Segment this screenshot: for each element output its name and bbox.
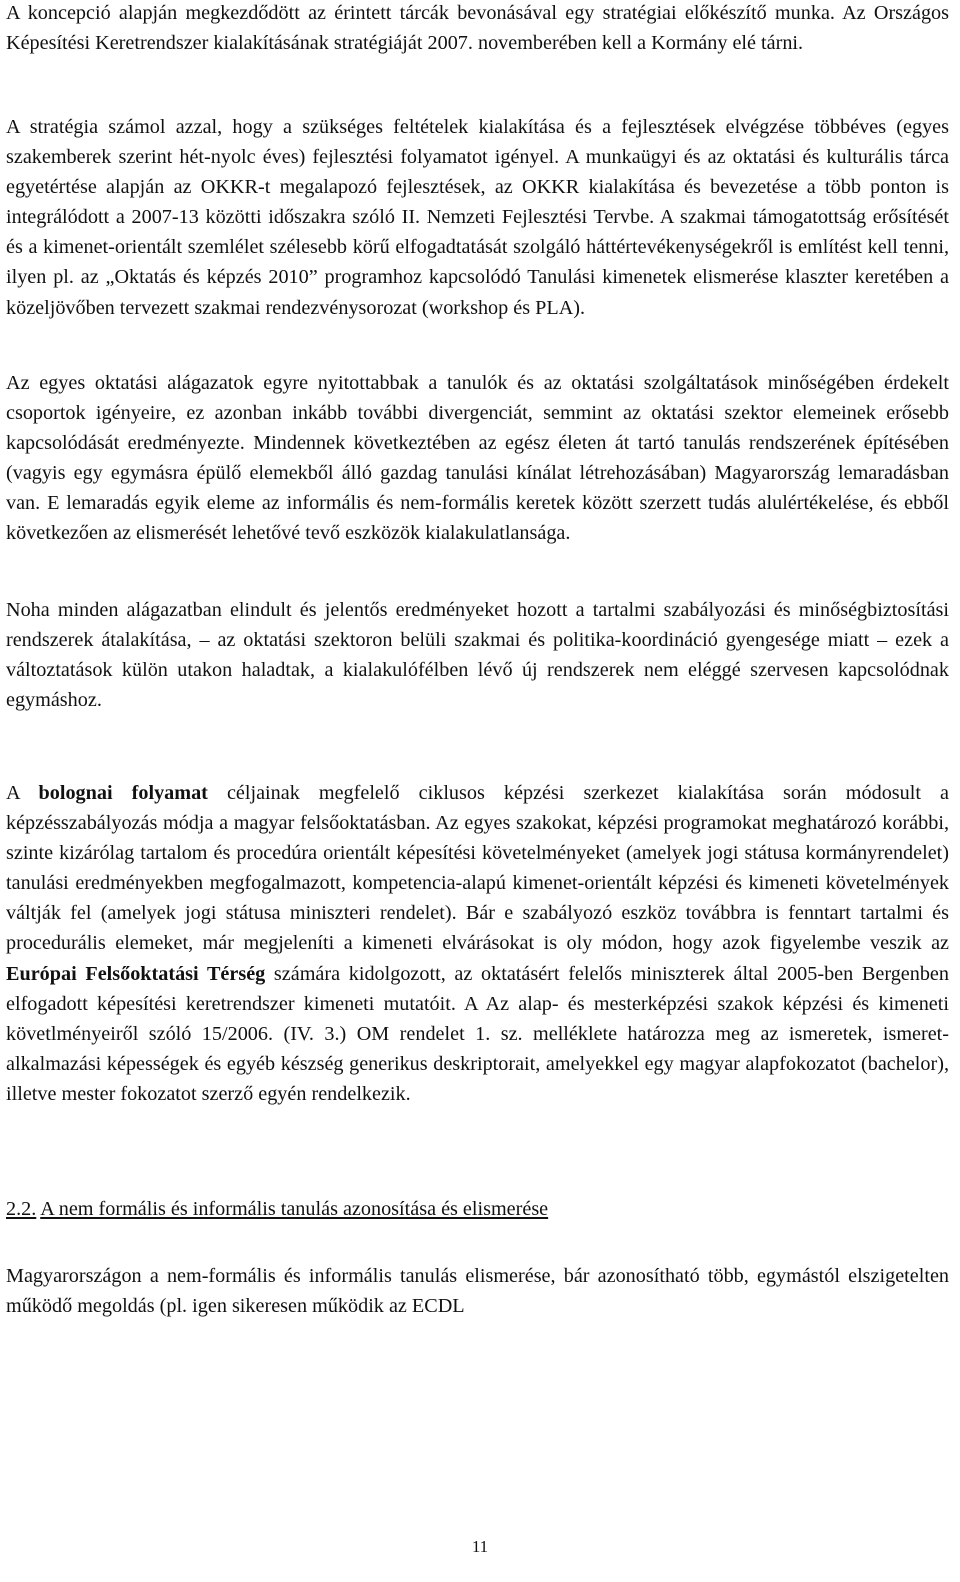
paragraph-quality-assurance: Noha minden alágazatban elindult és jelentős eredményeket hozott a tartalmi szabályozási és minőségbiztosítási rendszerek átalakítása, – az oktatási szektoron belüli szakmai és politika-koordináció gyengesége miatt – ezek a változtatások külön utakon haladtak, a kialakulófélben lévő új rendszerek nem eléggé szervesen kapcsolódnak egymáshoz. xyxy=(6,599,949,712)
bold-term-ehea: Európai Felsőoktatási Térség xyxy=(6,962,266,985)
paragraph-strategy-prep: A koncepció alapján megkezdődött az érintett tárcák bevonásával egy stratégiai előkészítő munka. Az Országos Képesítési Keretrendszer kialakításának stratégiáját 2007. novemberében kell a Kormány elé tárni. xyxy=(6,2,949,55)
text-segment: céljainak megfelelő ciklusos képzési szerkezet kialakítása során módosult a képzésszabályozás módja a magyar felsőoktatásban. Az egyes szakokat, képzési programokat meghatározó korábbi, szinte kizárólag tartalom és procedúra orientált képesítési követelményeket (amelyek jogi státusa kormányrendelet) tanulási eredményekben megfogalmazott, kompetencia-alapú kimenet-orientált képzési és kimeneti követelmények váltják fel (amelyek jogi státusa miniszteri rendelet). Bár e szabályozó eszköz továbbra is fenntart tartalmi és procedurális elemeket, már megjeleníti a kimeneti elvárásokat is oly módon, hogy azok figyelembe veszik az xyxy=(6,782,949,955)
section-number: 2.2. xyxy=(6,1198,37,1220)
section-heading xyxy=(6,1194,548,1224)
section-title: A nem formális és informális tanulás azonosítása és elismerése xyxy=(40,1198,549,1220)
paragraph-education-sectors: Az egyes oktatási alágazatok egyre nyitottabbak a tanulók és az oktatási szolgáltatások minőségében érdekelt csoportok igényeire, ez azonban inkább további divergenciát, semmint az oktatási szektor elemeinek erősebb kapcsolódását eredményezte. Mindennek következtében az egész életen át tartó tanulás rendszerének építésében (vagyis egy egymásra épülő elemekből álló gazdag tanulási kínálat létrehozásában) Magyarország lemaradásban van. E lemaradás egyik eleme az informális és nem-formális keretek között szerzett tudás alulértékelése, és ebből következően az elismerését lehetővé tevő eszközök kialakulatlansága. xyxy=(6,372,949,545)
text-segment: A xyxy=(6,782,39,804)
page-number: 11 xyxy=(471,1537,489,1556)
paragraph-strategy-development: A stratégia számol azzal, hogy a szükséges feltételek kialakítása és a fejlesztések elvégzése többéves (egyes szakemberek szerint hét-nyolc éves) fejlesztési folyamatot igényel. A munkaügyi és az oktatási és kulturális tárca egyetértése alapján az OKKR-t megalapozó fejlesztések, az OKKR kialakítása és bevezetése a több ponton is integrálódott a 2007-13 közötti időszakra szóló II. Nemzeti Fejlesztési Tervbe. A szakmai támogatottság erősítését és a kimenet-orientált szemlélet szélesebb körű elfogadtatását szolgáló háttértevékenységekről is említést kell tenni, ilyen pl. az „Oktatás és képzés 2010” programhoz kapcsolódó Tanulási kimenetek elismerése klaszter keretében a közeljövőben tervezett szakmai rendezvénysorozat (workshop és PLA). xyxy=(6,116,949,319)
paragraph-bologna-process xyxy=(6,778,949,1109)
paragraph-nonformal-recognition: Magyarországon a nem-formális és informális tanulás elismerése, bár azonosítható több, egymástól elszigetelten működő megoldás (pl. igen sikeresen működik az ECDL xyxy=(6,1265,949,1318)
text-segment: számára kidolgozott, az oktatásért felelős miniszterek által 2005-ben Bergenben elfogadott képesítési keretrendszer kimeneti mutatóit. A Az alap- és mesterképzési szakok képzési és kimeneti követlményeiről szóló 15/2006. (IV. 3.) OM rendelet 1. sz. melléklete határozza meg az ismeretek, ismeret-alkalmazási képességek és egyéb készség generikus deskriptorait, amelyekkel egy magyar alapfokozatot (bachelor), illetve mester fokozatot szerző egyén rendelkezik. xyxy=(6,962,949,1105)
bold-term-bologna: bolognai folyamat xyxy=(38,782,208,804)
